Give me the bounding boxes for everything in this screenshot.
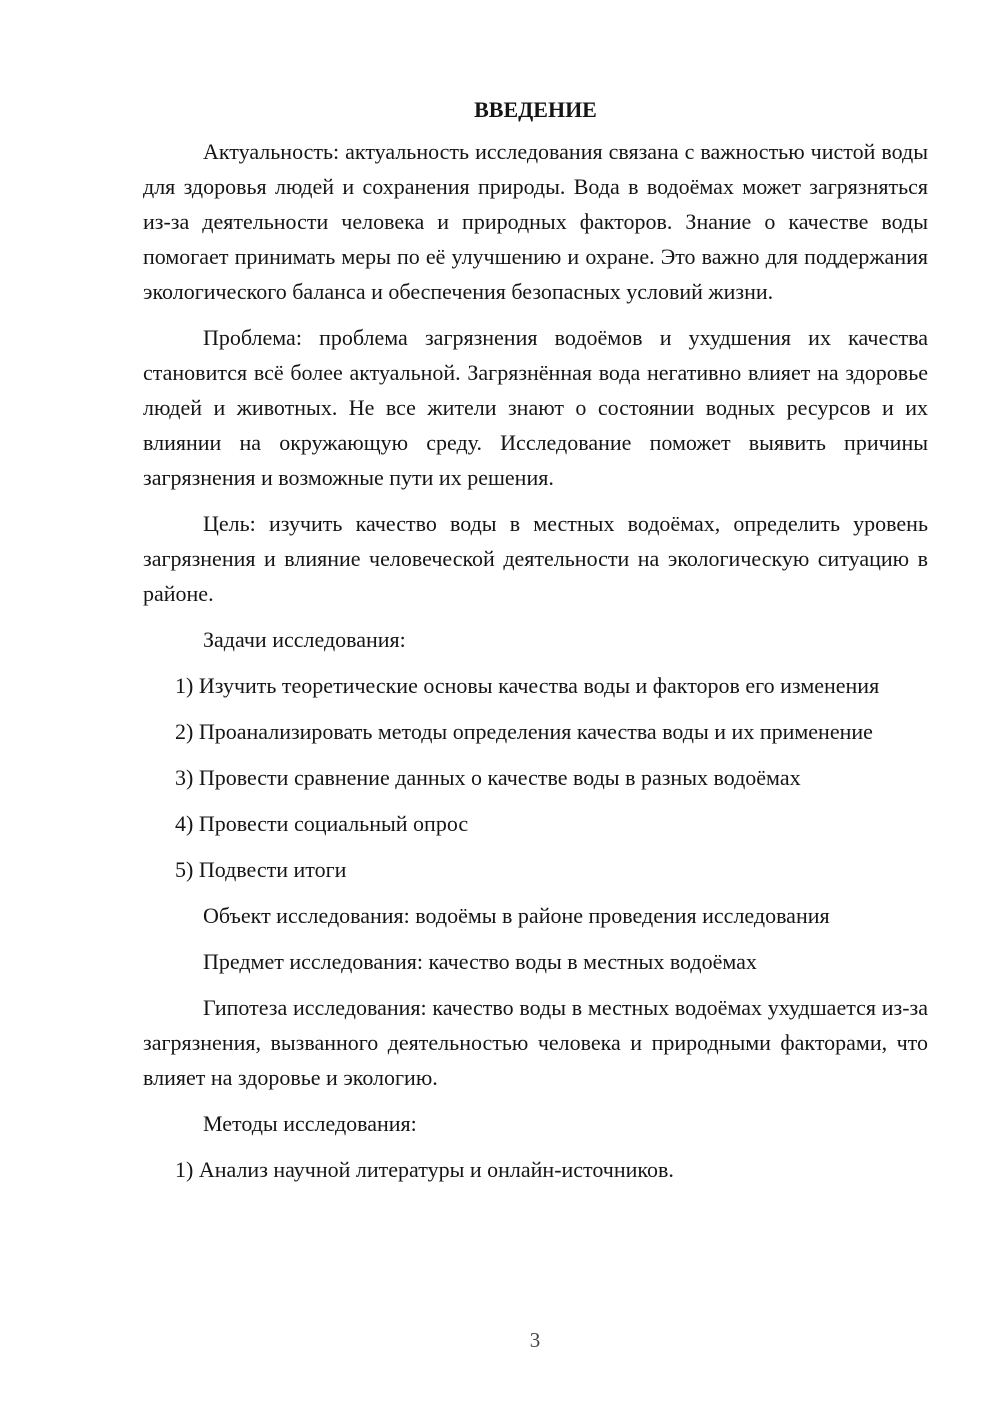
task-item: 5) Подвести итоги bbox=[175, 857, 347, 882]
methods-list bbox=[143, 1152, 928, 1187]
paragraph-object: Объект исследования: водоёмы в районе проведения исследования bbox=[203, 903, 830, 928]
paragraph-relevance: Актуальность: актуальность исследования связана с важностью чистой воды для здоровья людей и сохранения природы. Вода в водоёмах может загрязняться из-за деятельности человека и природных факторов. Знание о качестве воды помогает принимать меры по её улучшению и охране. Это важно для поддержания экологического баланса и обеспечения безопасных условий жизни. bbox=[143, 139, 928, 304]
tasks-heading: Задачи исследования: bbox=[203, 627, 406, 652]
tasks-list bbox=[143, 668, 928, 887]
task-item: 1) Изучить теоретические основы качества воды и факторов его изменения bbox=[175, 673, 880, 698]
page-number: 3 bbox=[529, 1328, 541, 1352]
paragraph-subject: Предмет исследования: качество воды в местных водоёмах bbox=[203, 949, 757, 974]
paragraph-goal: Цель: изучить качество воды в местных водоёмах, определить уровень загрязнения и влияние человеческой деятельности на экологическую ситуацию в районе. bbox=[143, 511, 928, 606]
document-page bbox=[143, 90, 928, 1198]
method-item: 1) Анализ научной литературы и онлайн-источников. bbox=[175, 1157, 674, 1182]
task-item: 4) Провести социальный опрос bbox=[175, 811, 469, 836]
paragraph-hypothesis: Гипотеза исследования: качество воды в местных водоёмах ухудшается из-за загрязнения, вызванного деятельностью человека и природными факторами, что влияет на здоровье и экологию. bbox=[143, 995, 928, 1090]
task-item: 2) Проанализировать методы определения качества воды и их применение bbox=[175, 719, 873, 744]
task-item: 3) Провести сравнение данных о качестве воды в разных водоёмах bbox=[175, 765, 801, 790]
paragraph-problem: Проблема: проблема загрязнения водоёмов и ухудшения их качества становится всё более актуальной. Загрязнённая вода негативно влияет на здоровье людей и животных. Не все жители знают о состоянии водных ресурсов и их влиянии на окружающую среду. Исследование поможет выявить причины загрязнения и возможные пути их решения. bbox=[143, 325, 928, 490]
methods-heading: Методы исследования: bbox=[203, 1111, 417, 1136]
section-title: ВВЕДЕНИЕ bbox=[474, 97, 597, 122]
